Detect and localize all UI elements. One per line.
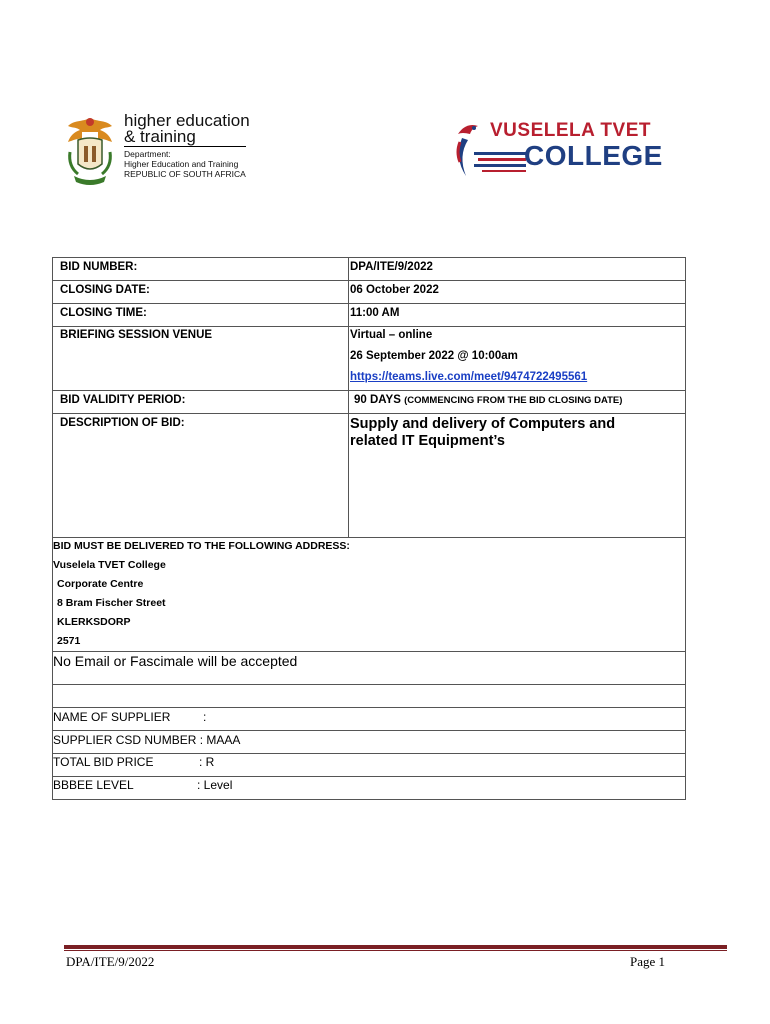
description-value: Supply and delivery of Computers and related IT Equipment’s — [350, 416, 616, 449]
row-divider — [53, 730, 685, 731]
address-heading: BID MUST BE DELIVERED TO THE FOLLOWING ADDRESS: — [53, 540, 350, 552]
dhet-sub-line3: REPUBLIC OF SOUTH AFRICA — [124, 169, 246, 179]
row-divider — [53, 684, 685, 685]
dhet-sub-line1: Department: — [124, 149, 171, 159]
closing-date-value: 06 October 2022 — [350, 284, 439, 296]
dhet-logo — [64, 112, 264, 192]
row-divider — [53, 537, 685, 538]
row-divider — [53, 753, 685, 754]
dhet-title-line1: higher education — [124, 111, 250, 130]
address-line3: 8 Bram Fischer Street — [57, 597, 166, 609]
address-line2: Corporate Centre — [57, 578, 144, 590]
bid-form-table — [52, 257, 686, 800]
footer-rule-thin — [64, 950, 727, 951]
footer-reference: DPA/ITE/9/2022 — [66, 954, 155, 969]
submission-notice: No Email or Fascimale will be accepted — [53, 653, 298, 669]
row-divider — [53, 303, 685, 304]
column-divider — [348, 258, 349, 537]
supplier-name-label: NAME OF SUPPLIER — [53, 710, 171, 724]
bid-number-label: BID NUMBER: — [60, 261, 138, 273]
address-line4: KLERKSDORP — [57, 616, 131, 628]
total-bid-price-label: TOTAL BID PRICE — [53, 755, 154, 769]
address-line5: 2571 — [57, 635, 81, 647]
college-logo-line1: VUSELELA TVET — [490, 120, 651, 141]
supplier-name-separator: : — [203, 710, 207, 724]
bbbee-level-label: BBBEE LEVEL — [53, 778, 134, 792]
dhet-divider — [124, 146, 246, 147]
row-divider — [53, 776, 685, 777]
row-divider — [53, 707, 685, 708]
bbbee-level-separator: : Level — [197, 778, 233, 792]
briefing-venue-line2: 26 September 2022 @ 10:00am — [350, 350, 518, 362]
row-divider — [53, 390, 685, 391]
description-label: DESCRIPTION OF BID: — [60, 417, 185, 429]
page-number: Page 1 — [630, 954, 666, 969]
closing-date-label: CLOSING DATE: — [60, 284, 150, 296]
coat-of-arms-icon — [64, 112, 116, 188]
dhet-sub-line2: Higher Education and Training — [124, 159, 239, 169]
college-logo — [452, 118, 677, 190]
bid-number-value: DPA/ITE/9/2022 — [350, 261, 433, 273]
footer-rule — [64, 945, 727, 949]
bid-validity-days: 90 DAYS — [354, 394, 401, 406]
row-divider — [53, 280, 685, 281]
row-divider — [53, 413, 685, 414]
bid-validity-value — [354, 394, 622, 406]
closing-time-value: 11:00 AM — [350, 307, 400, 319]
row-divider — [53, 326, 685, 327]
briefing-venue-label: BRIEFING SESSION VENUE — [60, 329, 213, 341]
briefing-venue-line1: Virtual – online — [350, 329, 433, 341]
bid-validity-label: BID VALIDITY PERIOD: — [60, 394, 186, 406]
address-line1: Vuselela TVET College — [53, 559, 166, 571]
college-logo-line2: COLLEGE — [524, 140, 663, 171]
supplier-csd-label: SUPPLIER CSD NUMBER : MAAA — [53, 733, 241, 747]
teams-meeting-link[interactable]: https://teams.live.com/meet/9474722495561 — [350, 371, 588, 383]
total-bid-price-separator: : R — [199, 755, 215, 769]
bid-validity-note: (COMMENCING FROM THE BID CLOSING DATE) — [404, 395, 623, 406]
closing-time-label: CLOSING TIME: — [60, 307, 147, 319]
dhet-title-line2: & training — [124, 127, 196, 146]
row-divider — [53, 651, 685, 652]
